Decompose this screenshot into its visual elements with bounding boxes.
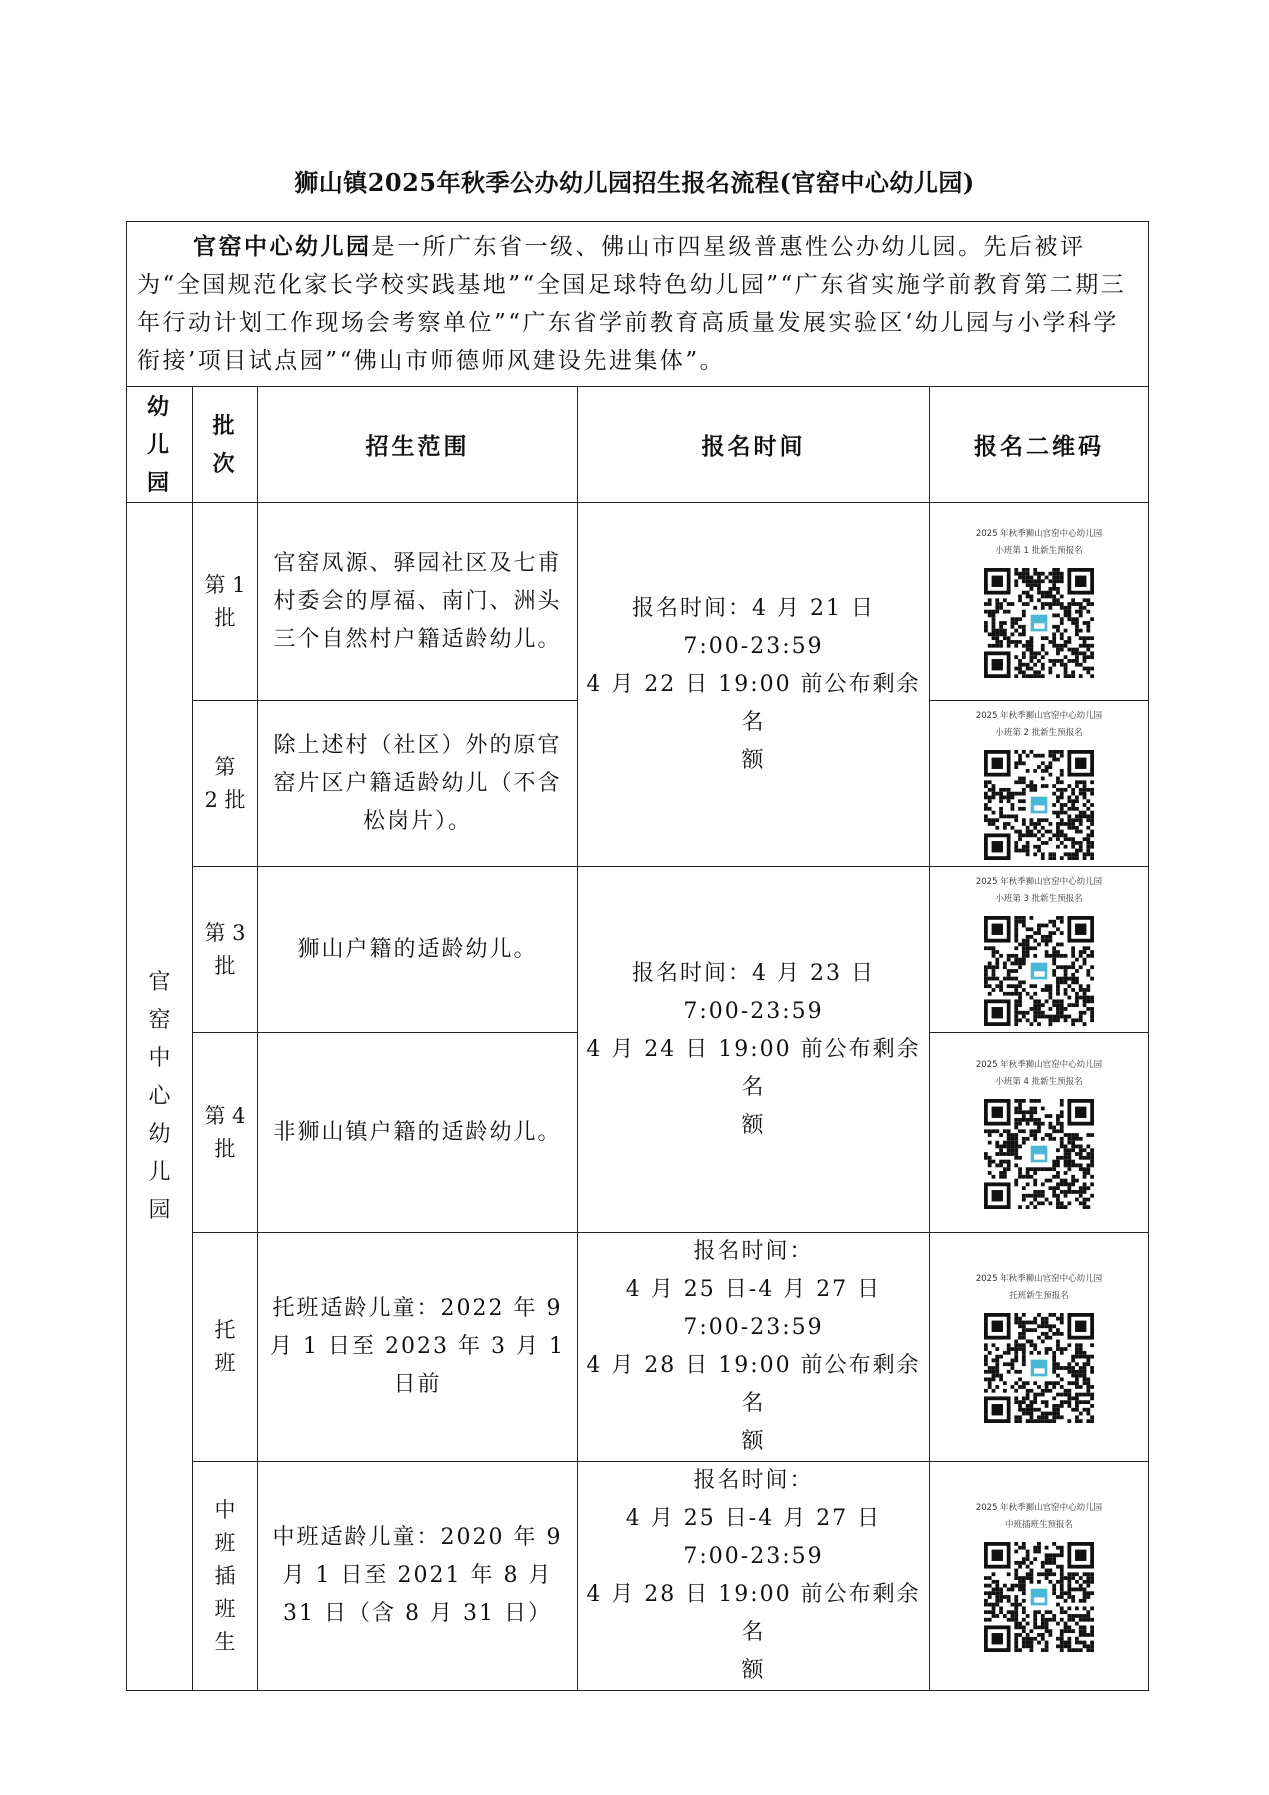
page-title: 狮山镇2025年秋季公办幼儿园招生报名流程(官窑中心幼儿园) <box>294 168 975 197</box>
qr-cell <box>930 503 1149 701</box>
time-text: 报名时间：4 月 21 日 7:00-23:59 4 月 22 日 19:00 前公布剩余名 额 <box>578 503 930 867</box>
batch-label: 第 3 批 <box>193 867 258 1033</box>
kindergarten-name: 官 窑 中 心 幼 儿 园 <box>127 503 193 1691</box>
batch-label: 第 2 批 <box>193 701 258 867</box>
qr-caption: 2025 年秋季狮山官窑中心幼儿园 小班第 3 批新生预报名 <box>975 876 1103 904</box>
scope-text: 除上述村（社区）外的原官窑片区户籍适龄幼儿（不含松岗片）。 <box>258 701 578 867</box>
table-row <box>127 1462 1149 1691</box>
header-qr: 报名二维码 <box>930 387 1149 503</box>
qr-caption: 2025 年秋季狮山官窑中心幼儿园 小班第 2 批新生预报名 <box>975 710 1103 738</box>
qr-cell <box>930 867 1149 1033</box>
header-kindergarten: 幼 儿 园 <box>127 387 193 503</box>
table-row <box>127 867 1149 1033</box>
scope-text: 中班适龄儿童：2020 年 9 月 1 日至 2021 年 8 月 31 日（含 8 月 31 日） <box>258 1462 578 1691</box>
intro-text: 是一所广东省一级、佛山市四星级普惠性公办幼儿园。先后被评为“全国规范化家长学校实践基地”“全国足球特色幼儿园”“广东省实施学前教育第二期三年行动计划工作现场会考察单位”“广东省学前教育高质量发展实验区‘幼儿园与小学科学衔接’项目试点园”“佛山市师德师风建设先进集体”。 <box>137 234 1127 374</box>
qr-code-icon[interactable] <box>984 568 1094 678</box>
table-row <box>127 1233 1149 1462</box>
qr-code-icon[interactable] <box>984 916 1094 1026</box>
qr-caption: 2025 年秋季狮山官窑中心幼儿园 小班第 1 批新生预报名 <box>975 528 1103 556</box>
batch-label: 中 班 插 班 生 <box>193 1462 258 1691</box>
header-batch: 批 次 <box>193 387 258 503</box>
qr-code-icon[interactable] <box>984 1099 1094 1209</box>
scope-text: 非狮山镇户籍的适龄幼儿。 <box>258 1033 578 1233</box>
qr-caption: 2025 年秋季狮山官窑中心幼儿园 托班新生预报名 <box>975 1274 1103 1301</box>
scope-text: 狮山户籍的适龄幼儿。 <box>258 867 578 1033</box>
scope-text: 托班适龄儿童：2022 年 9 月 1 日至 2023 年 3 月 1 日前 <box>258 1233 578 1462</box>
qr-cell <box>930 1033 1149 1233</box>
scope-text: 官窑凤源、驿园社区及七甫村委会的厚福、南门、洲头三个自然村户籍适龄幼儿。 <box>258 503 578 701</box>
batch-label: 托 班 <box>193 1233 258 1462</box>
batch-label: 第 4 批 <box>193 1033 258 1233</box>
qr-code-icon[interactable] <box>984 750 1094 860</box>
time-text: 报名时间： 4 月 25 日-4 月 27 日 7:00-23:59 4 月 28 日 19:00 前公布剩余名 额 <box>578 1233 930 1462</box>
batch-label: 第 1 批 <box>193 503 258 701</box>
qr-caption: 2025 年秋季狮山官窑中心幼儿园 小班第 4 批新生预报名 <box>975 1059 1103 1087</box>
qr-cell <box>930 701 1149 867</box>
enrollment-table <box>126 221 1149 1691</box>
qr-code-icon[interactable] <box>984 1313 1094 1423</box>
header-time: 报名时间 <box>578 387 930 503</box>
qr-caption: 2025 年秋季狮山官窑中心幼儿园 中班插班生预报名 <box>975 1503 1103 1530</box>
intro-paragraph <box>127 222 1149 387</box>
school-name: 官窑中心幼儿园 <box>193 233 372 260</box>
time-text: 报名时间：4 月 23 日 7:00-23:59 4 月 24 日 19:00 前公布剩余名 额 <box>578 867 930 1233</box>
qr-cell <box>930 1233 1149 1462</box>
table-row <box>127 503 1149 701</box>
qr-code-icon[interactable] <box>984 1542 1094 1652</box>
qr-cell <box>930 1462 1149 1691</box>
time-text: 报名时间： 4 月 25 日-4 月 27 日 7:00-23:59 4 月 28 日 19:00 前公布剩余名 额 <box>578 1462 930 1691</box>
header-scope: 招生范围 <box>258 387 578 503</box>
